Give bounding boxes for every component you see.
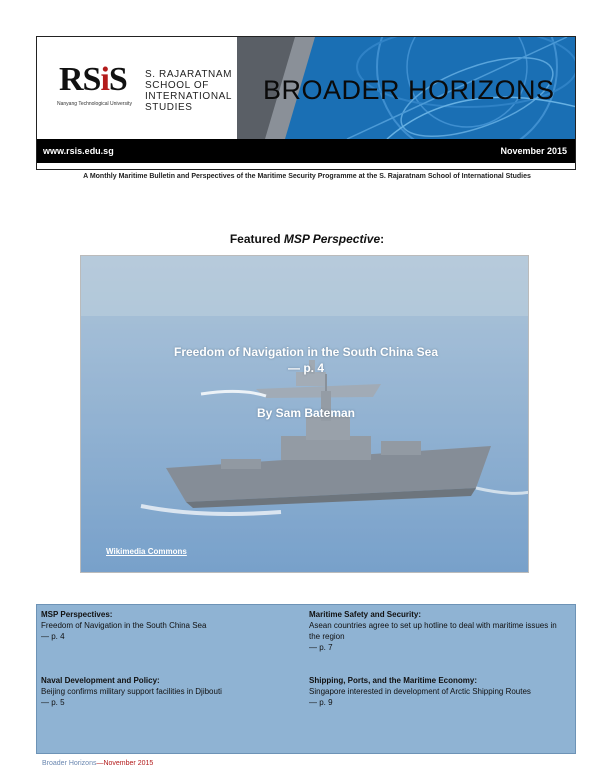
contents-entry[interactable] <box>309 609 559 653</box>
contents-entry[interactable] <box>41 609 291 642</box>
school-name <box>145 69 232 113</box>
school-line: STUDIES <box>145 102 193 113</box>
logo-mark: RSiS <box>59 61 127 98</box>
featured-heading: Featured MSP Perspective: <box>229 232 385 246</box>
contents-box <box>36 604 576 754</box>
school-line: S. RAJARATNAM <box>145 69 233 80</box>
bulletin-subtitle: A Monthly Maritime Bulletin and Perspectives of the Maritime Security Programme at the S. Rajaratnam School of International Studies <box>83 173 531 180</box>
school-line: INTERNATIONAL <box>145 91 233 102</box>
school-line: SCHOOL OF <box>145 80 209 91</box>
featured-article-author: By Sam Bateman <box>256 406 356 420</box>
info-strip <box>37 139 576 163</box>
page-reference: — p. 7 <box>309 643 333 652</box>
contents-entry[interactable] <box>309 675 559 708</box>
page-reference: — p. 9 <box>309 698 333 707</box>
page-footer: Broader Horizons—November 2015 <box>42 760 154 767</box>
featured-article-title[interactable]: Freedom of Navigation in the South China Sea — p. 4 <box>173 345 439 375</box>
issue-date: November 2015 <box>500 146 567 156</box>
publication-title: BROADER HORIZONS <box>263 75 555 105</box>
section-heading: Shipping, Ports, and the Maritime Economy: <box>309 676 478 685</box>
page-reference: — p. 5 <box>41 698 65 707</box>
article-title: Asean countries agree to set up hotline to deal with maritime issues in the region <box>309 621 557 641</box>
photo-credit-link[interactable]: Wikimedia Commons <box>106 547 187 556</box>
section-heading: Maritime Safety and Security: <box>309 610 422 619</box>
logo-tagline: Nanyang Technological University <box>57 101 132 107</box>
section-heading: MSP Perspectives: <box>41 610 113 619</box>
title-banner <box>237 37 576 139</box>
article-title: Singapore interested in development of Arctic Shipping Routes <box>309 687 531 696</box>
page-reference: — p. 4 <box>41 632 65 641</box>
section-heading: Naval Development and Policy: <box>41 676 160 685</box>
rsis-logo[interactable] <box>37 37 237 139</box>
article-title: Freedom of Navigation in the South China Sea <box>41 621 207 630</box>
contents-entry[interactable] <box>41 675 291 708</box>
website-link[interactable]: www.rsis.edu.sg <box>43 146 114 156</box>
article-title: Beijing confirms military support facilities in Djibouti <box>41 687 222 696</box>
featured-photo[interactable] <box>80 255 529 573</box>
masthead <box>36 36 576 170</box>
